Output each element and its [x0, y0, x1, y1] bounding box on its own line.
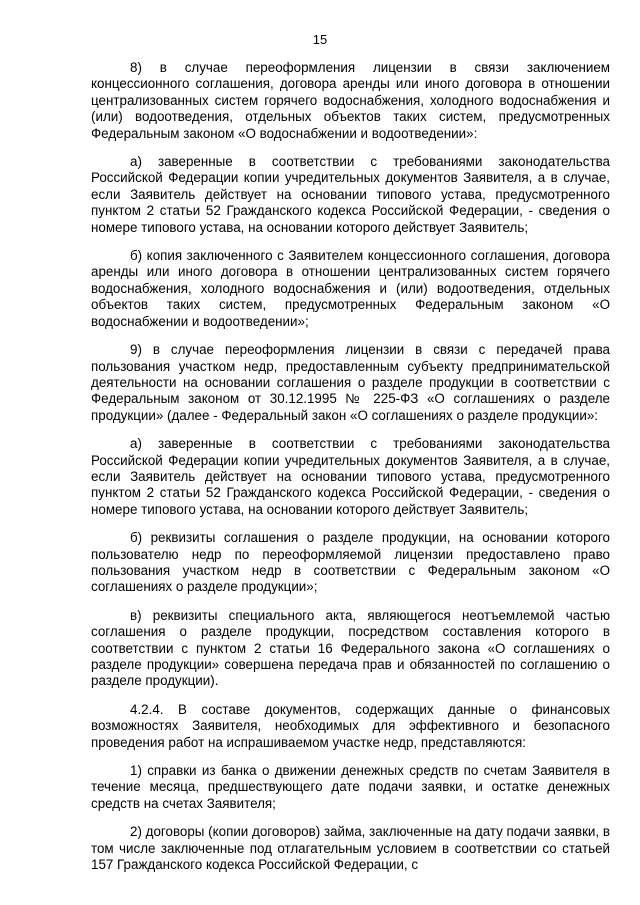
paragraph-9c: в) реквизиты специального акта, являющегося неотъемлемой частью соглашения о разделе продукции, посредством составления которого в соответствии с пунктом 2 статьи 16 Федерального закона «О соглашениях о разделе продукции» совершена передача прав и обязанностей по соглашению о разделе продукции).: [91, 607, 610, 689]
paragraph-4-2-4-1: 1) справки из банка о движении денежных средств по счетам Заявителя в течение месяца, предшествующего дате подачи заявки, и остатке денежных средств на счетах Заявителя;: [91, 763, 610, 811]
paragraph-9a: а) заверенные в соответствии с требованиями законодательства Российской Федерации копии учредительных документов Заявителя, а в случае, если Заявитель действует на основании типового устава, предусмотренного пунктом 2 статьи 52 Гражданского кодекса Российской Федерации, - сведения о номере типового устава, на основании которого действует Заявитель;: [91, 436, 610, 517]
paragraph-9: 9) в случае переоформления лицензии в связи с передачей права пользования участком недр, предоставленным субъекту предпринимательской деятельности на основании соглашения о разделе продукции в соответствии с Федеральным законом от 30.12.1995 № 225-ФЗ «О соглашениях о разделе продукции» (далее - Федеральный закон «О соглашениях о разделе продукции»:: [91, 342, 610, 423]
paragraph-4-2-4: 4.2.4. В составе документов, содержащих данные о финансовых возможностях Заявителя, необходимых для эффективного и безопасного проведения работ на испрашиваемом участке недр, представляются:: [91, 701, 610, 750]
paragraph-8b: б) копия заключенного с Заявителем концессионного соглашения, договора аренды или иного договора в отношении централизованных систем горячего водоснабжения, холодного водоснабжения и (или) водоотведения, отдельных объектов таких систем, предусмотренных Федеральным законом «О водоснабжении и водоотведении»;: [91, 248, 610, 329]
paragraph-8: 8) в случае переоформления лицензии в связи заключением концессионного соглашения, договора аренды или иного договора в отношении централизованных систем горячего водоснабжения, холодного водоснабжения и (или) водоотведения, отдельных объектов таких систем, предусмотренных Федеральным законом «О водоснабжении и водоотведении»:: [91, 60, 610, 141]
paragraph-4-2-4-2: 2) договоры (копии договоров) займа, заключенные на дату подачи заявки, в том числе заключенные под отлагательным условием в соответствии со статьей 157 Гражданского кодекса Российской Федерации, с: [91, 824, 610, 873]
document-body: [91, 60, 610, 885]
paragraph-9b: б) реквизиты соглашения о разделе продукции, на основании которого пользователю недр по переоформляемой лицензии предоставлено право пользования участком недр в соответствии с Федеральным законом «О соглашениях о разделе продукции»;: [91, 530, 610, 595]
page-number: 15: [312, 32, 328, 47]
paragraph-8a: а) заверенные в соответствии с требованиями законодательства Российской Федерации копии учредительных документов Заявителя, а в случае, если Заявитель действует на основании типового устава, предусмотренного пунктом 2 статьи 52 Гражданского кодекса Российской Федерации, - сведения о номере типового устава, на основании которого действует Заявитель;: [91, 154, 610, 235]
